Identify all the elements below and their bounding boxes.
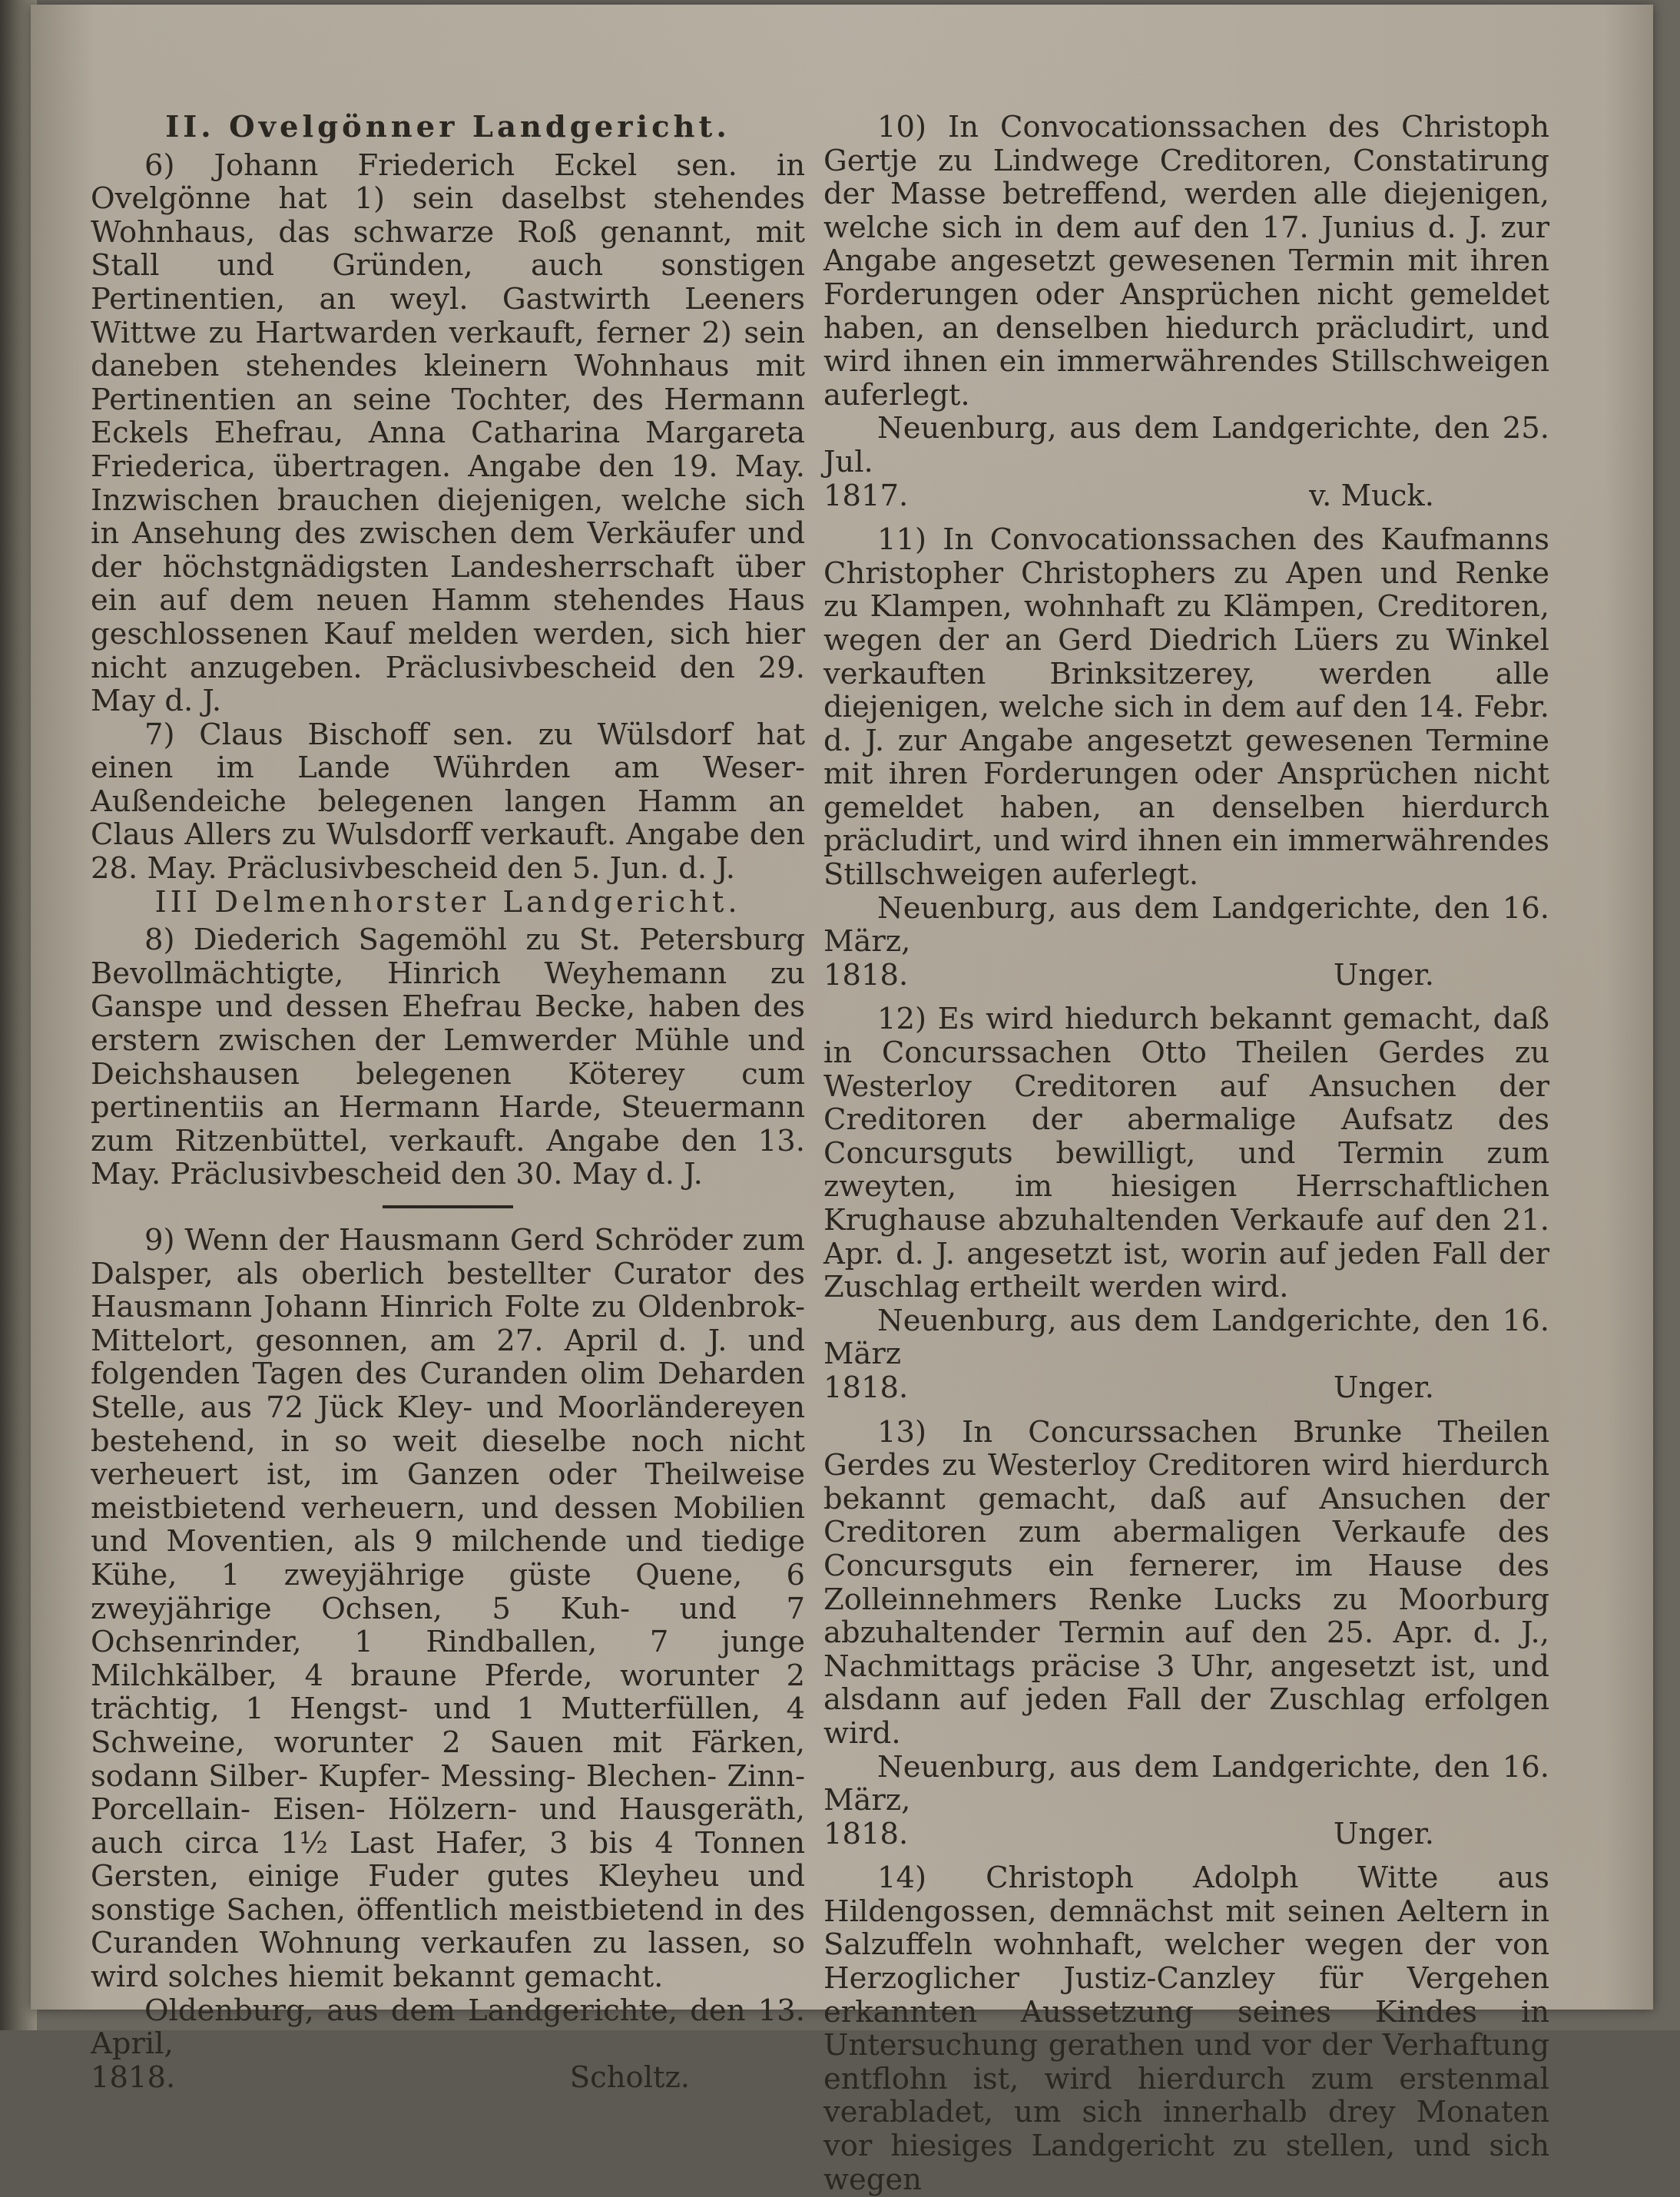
notice-13: 13) In Concurssachen Brunke Theilen Gerdes zu Westerloy Creditoren wird hierdurch bekannt gemacht, daß auf Ansuchen der Creditoren zum abermaligen Verkaufe des Concursguts ein fernerer, im Hause des Zolleinnehmers Renke Lucks zu Moorburg abzuhaltender Termin auf den 25. Apr. d. J., Nachmittags präcise 3 Uhr, angesetzt ist, und alsdann auf jeden Fall der Zuschlag erfolgen wird. [823,1414,1549,1751]
notice-11-signature: Unger. [1333,957,1434,992]
notice-12-year: 1818. [823,1370,909,1405]
notice-13-place-date: Neuenburg, aus dem Landgerichte, den 16. März, [823,1749,1549,1818]
right-column [823,111,1549,2196]
notice-11-year: 1818. [823,957,909,992]
notice-7: 7) Claus Bischoff sen. zu Wülsdorf hat einen im Lande Wührden am Weser-Außendeiche belegenen langen Hamm an Claus Allers zu Wulsdorff verkauft. Angabe den 28. May. Präclusivbescheid den 5. Jun. d. J. [91,717,805,886]
newspaper-page [31,5,1653,2197]
notice-12-signature-line [823,1371,1549,1405]
notice-9-signature-line [91,2061,805,2095]
notice-13-signature: Unger. [1333,1816,1434,1851]
section-heading-delmenhorst: III Delmenhorster Landgericht. [154,884,741,920]
left-column [91,111,805,2100]
notice-12: 12) Es wird hiedurch bekannt gemacht, daß in Concurssachen Otto Theilen Gerdes zu Westerloy Creditoren auf Ansuchen der Creditoren der abermalige Aufsatz des Concursguts bewilligt, und Termin zum zweyten, im hiesigen Herrschaftlichen Krughause abzuhaltenden Verkaufe auf den 21. Apr. d. J. angesetzt ist, worin auf jeden Fall der Zuschlag ertheilt werden wird. [823,1002,1549,1305]
notice-8: 8) Diederich Sagemöhl zu St. Petersburg Bevollmächtigte, Hinrich Weyhemann zu Ganspe und dessen Ehefrau Becke, haben des erstern zwischen der Lemwerder Mühle und Deichshausen belegenen Köterey cum pertinentiis an Hermann Harde, Steuermann zum Ritzenbüttel, verkauft. Angabe den 13. May. Präclusivbescheid den 30. May d. J. [91,923,805,1192]
notice-10-year: 1817. [823,478,909,513]
notice-10: 10) In Convocationssachen des Christoph Gertje zu Lindwege Creditoren, Constatirung der Masse betreffend, werden alle diejenigen, welche sich in dem auf den 17. Junius d. J. zur Angabe angesetzt gewesenen Termin mit ihren Forderungen oder Ansprüchen nicht gemeldet haben, an denselben hiedurch präcludirt, und wird ihnen ein immerwährendes Stillschweigen auferlegt. [823,110,1549,413]
notice-12-signature: Unger. [1333,1370,1434,1405]
notice-13-year: 1818. [823,1816,909,1851]
notice-10-place-date: Neuenburg, aus dem Landgerichte, den 25. Jul. [823,411,1549,479]
notice-14: 14) Christoph Adolph Witte aus Hildengossen, demnächst mit seinen Aeltern in Salzuffeln wohnhaft, welcher wegen der von Herzoglicher Justiz-Canzley für Vergehen erkannten Aussetzung seines Kindes in Untersuchung gerathen und vor der Verhaftung entflohn ist, wird hierdurch zum erstenmal verabladet, um sich innerhalb drey Monaten vor hiesiges Landgericht zu stellen, und sich wegen [823,1861,1549,2197]
notice-9-year: 1818. [91,2059,176,2095]
notice-13-signature-line [823,1818,1549,1851]
notice-9-place-date: Oldenburg, aus dem Landgerichte, den 13. April, [91,1993,805,2062]
notice-11-signature-line [823,959,1549,992]
notice-9-signature: Scholtz. [569,2059,690,2095]
notice-6: 6) Johann Friederich Eckel sen. in Ovelgönne hat 1) sein daselbst stehendes Wohnhaus, das schwarze Roß genannt, mit Stall und Gründen, auch sonstigen Pertinentien, an weyl. Gastwirth Leeners Wittwe zu Hartwarden verkauft, ferner 2) sein daneben stehendes kleinern Wohnhaus mit Pertinentien an seine Tochter, des Hermann Eckels Ehefrau, Anna Catharina Margareta Friederica, übertragen. Angabe den 19. May. Inzwischen brauchen diejenigen, welche sich in Ansehung des zwischen dem Verkäufer und der höchstgnädigsten Landesherrschaft über ein auf dem neuen Hamm stehendes Haus geschlossenen Kauf melden werden, sich hier nicht anzugeben. Präclusivbescheid den 29. May d. J. [91,147,805,719]
section-divider [383,1205,513,1208]
notice-10-signature-line [823,479,1549,513]
notice-12-place-date: Neuenburg, aus dem Landgerichte, den 16. März [823,1303,1549,1372]
notice-9: 9) Wenn der Hausmann Gerd Schröder zum Dalsper, als oberlich bestellter Curator des Hausmann Johann Hinrich Folte zu Oldenbrok-Mittelort, gesonnen, am 27. April d. J. und folgenden Tagen des Curanden olim Deharden Stelle, aus 72 Jück Kley- und Moorländereyen bestehend, in so weit dieselbe noch nicht verheuert ist, im Ganzen oder Theilweise meistbietend verheuern, und dessen Mobilien und Moventien, als 9 milchende und tiedige Kühe, 1 zweyjährige güste Quene, 6 zweyjährige Ochsen, 5 Kuh- und 7 Ochsenrinder, 1 Rindballen, 7 junge Milchkälber, 4 braune Pferde, worunter 2 trächtig, 1 Hengst- und 1 Mutterfüllen, 4 Schweine, worunter 2 Sauen mit Färken, sodann Silber- Kupfer- Messing- Blechen- Zinn- Porcellain- Eisen- Hölzern- und Hausgeräth, auch circa 1½ Last Hafer, 3 bis 4 Tonnen Gersten, einige Fuder gutes Kleyheu und sonstige Sachen, öffentlich meistbietend in des Curanden Wohnung verkaufen zu lassen, so wird solches hiemit bekannt gemacht. [91,1223,805,1995]
notice-11-place-date: Neuenburg, aus dem Landgerichte, den 16. März, [823,890,1549,959]
section-heading-ovelgoenne: II. Ovelgönner Landgericht. [165,110,731,144]
notice-11: 11) In Convocationssachen des Kaufmanns Christopher Christophers zu Apen und Renke zu Klampen, wohnhaft zu Klämpen, Creditoren, wegen der an Gerd Diedrich Lüers zu Winkel verkauften Brinksitzerey, werden alle diejenigen, welche sich in dem auf den 14. Febr. d. J. zur Angabe angesetzt gewesenen Termine mit ihren Forderungen oder Ansprüchen nicht gemeldet haben, an denselben hierdurch präcludirt, und wird ihnen ein immerwährendes Stillschweigen auferlegt. [823,522,1549,893]
notice-10-signature: v. Muck. [1308,478,1434,513]
